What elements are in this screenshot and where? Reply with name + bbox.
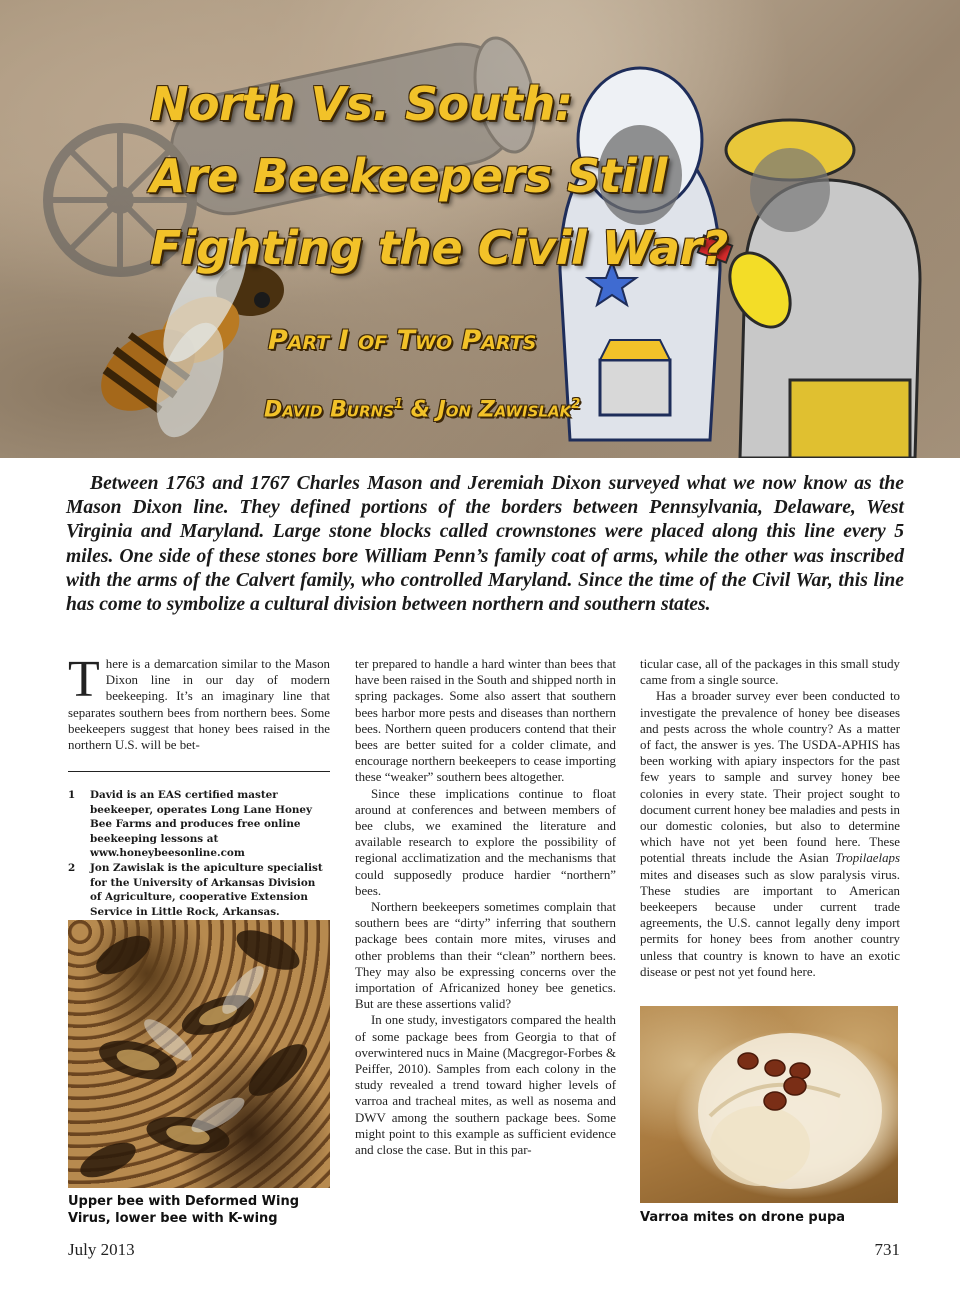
footnote-text: David is an EAS certified master beekeeper, operates Long Lane Honey Bee Farms and produces free online beekeeping lessons at www.honeybeesonline.com [90, 789, 313, 860]
body-paragraph: ter prepared to handle a hard winter than bees that have been raised in the South and shipped north in spring packages. Some also assert that southern bees harbor more pests and diseases than northern bees. Northern queen producers contend that their bees are better suited for a colder climate, and encourage northern beekeepers to cease importing these “weaker” southern bees altogether. [355, 657, 616, 785]
title-line: Are Beekeepers Still [150, 149, 667, 203]
mites-photo-art [640, 1006, 898, 1203]
drop-cap: T [68, 651, 100, 708]
footnote-divider [68, 771, 330, 772]
lead-paragraph: Between 1763 and 1767 Charles Mason and Jeremiah Dixon surveyed what we now know as the Mason Dixon line. They defined portions of the borders between Pennsylvania, Delaware, West Virginia and Maryland. Large stone blocks called crownstones were placed along this line every 5 miles. One side of these stones bore William Penn’s family coat of arms, while the other was inscribed with the arms of the Calvert family, who controlled Maryland. Since the time of the Civil War, this line has come to symbolize a cultural division between northern and southern states. [66, 473, 904, 616]
footnote-text: Jon Zawislak is the apiculture specialist for the University of Arkansas Division of Agriculture, cooperative Extension Service in Little Rock, Arkansas. [90, 861, 323, 918]
page-number: 731 [874, 1240, 900, 1259]
paragraph-text: mites and diseases such as slow paralysis virus. These studies are important to American beekeepers because under current trade agreements, the U.S. cannot legally deny import permits for honey bees from another country unless that country is known to have an exotic disease or pest not yet found here. [640, 867, 900, 979]
bees-photo-art [68, 920, 330, 1188]
photo-caption: Varroa mites on drone pupa [640, 1210, 846, 1225]
title-line: North Vs. South: [150, 77, 573, 131]
footnote-number: 1 [68, 789, 76, 801]
article-title [150, 68, 728, 284]
body-paragraph [640, 688, 900, 980]
column-1 [68, 651, 330, 753]
author-name: Jon Zawislak [437, 397, 572, 423]
footnote [68, 788, 330, 861]
column-2 [355, 656, 616, 1158]
footnote-marker: 2 [571, 397, 581, 412]
footnotes [68, 788, 330, 919]
photo-varroa-mites [640, 1006, 898, 1203]
column-3 [640, 656, 900, 980]
footnote-number: 2 [68, 861, 76, 874]
southern-beekeeper-graphic [698, 120, 920, 458]
hero-banner [0, 0, 960, 458]
photo-caption: Upper bee with Deformed Wing Virus, lower bee with K-wing [68, 1194, 300, 1226]
title-line: Fighting the Civil War? [150, 221, 728, 275]
footnote-marker: 1 [394, 397, 404, 412]
issue-date: July 2013 [68, 1240, 135, 1259]
body-paragraph: Northern beekeepers sometimes complain that southern bees are “dirty” inferring that southern package bees contain more mites, viruses and other problems than their “clean” northern bees. They may also be expressing concerns over the importation of Africanized honey bee genetics. But are these assertions valid? [355, 900, 616, 1012]
body-paragraph: ticular case, all of the packages in this small study came from a single source. [640, 657, 900, 688]
part-label: Part I of Two Parts [268, 325, 537, 356]
footnote [68, 861, 330, 919]
paragraph-text: Has a broader survey ever been conducted to investigate the prevalence of honey bee diseases and pests across the whole country? As a matter of fact, the answer is yes. The USDA-APHIS has been working with apiary inspectors for the past few years to sample and survey honey bee colonies in every state. Their project sought to document current honey bee maladies and pests in our domestic colonies, but also to determine which have not yet been found here. These potential threats include the Asian [640, 689, 900, 866]
author-name: David Burns [264, 397, 395, 423]
body-paragraph [68, 651, 330, 753]
paragraph-text: here is a demarcation similar to the Mason Dixon line in our day of modern beekeeping. It’s an imaginary line that separates southern bees from northern bees. Some beekeepers suggest that honey bees raised in the northern U.S. will be bet- [68, 657, 330, 753]
byline [264, 397, 580, 422]
author-separator: & [403, 397, 438, 423]
photo-bees-on-comb [68, 920, 330, 1188]
species-name: Tropilaelaps [835, 851, 900, 866]
body-paragraph: In one study, investigators compared the health of some package bees from Georgia to that of overwintered nucs in Maine (Macgregor-Forbes & Peiffer, 2010). Samples from each colony in the study revealed a trend toward higher levels of varroa and tracheal mites, as well as nosema and DWV among the southern package bees. Some might point to this example as sufficient evidence and close the case. But in this par- [355, 1013, 616, 1158]
body-paragraph: Since these implications continue to float around at conferences and between members of bee clubs, we examined the literature and available research to explore the possibility of regional acclimatization and the mechanisms that could supposedly produce hardier “northern” bees. [355, 786, 616, 898]
